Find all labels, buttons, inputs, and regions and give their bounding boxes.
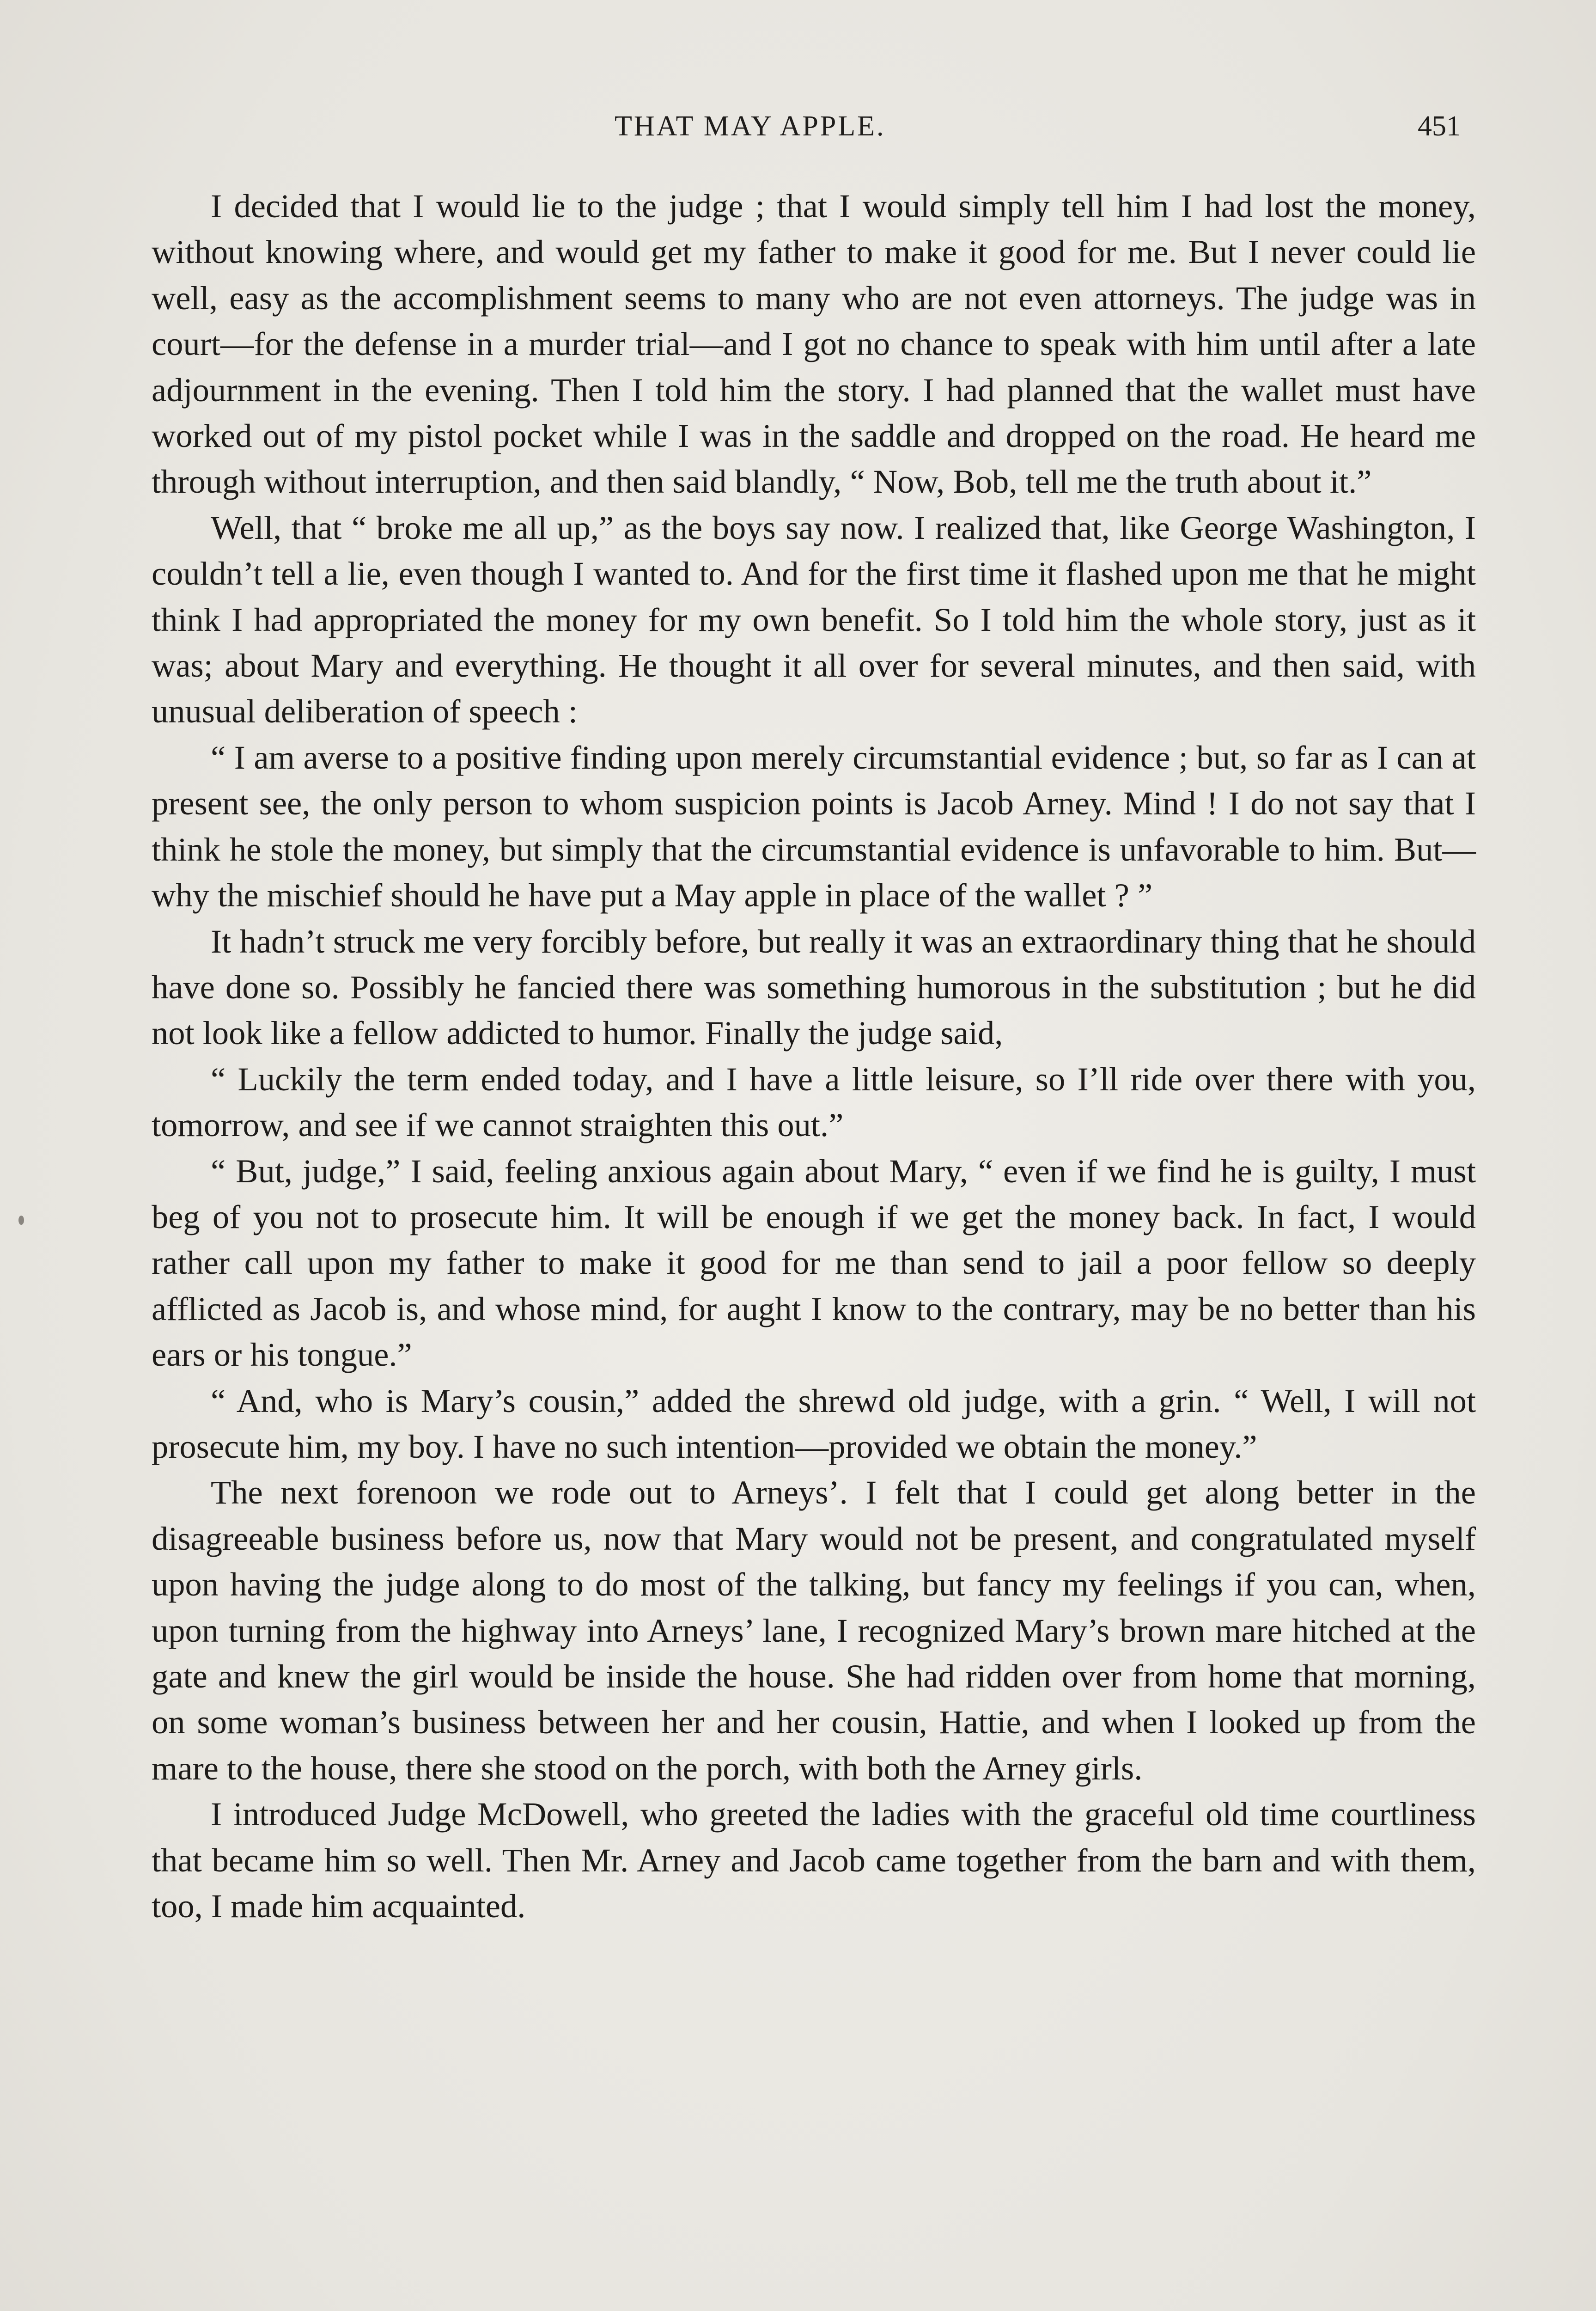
paragraph: “ But, judge,” I said, feeling anxious again about Mary, “ even if we find he is guilty, I must beg of you not to prosecute him. It will be enough if we get the money back. In fact, I would rather call upon my father to make it good for me than send to jail a poor fellow so deeply afflicted as Jacob is, and whose mind, for aught I know to the contrary, may be no better than his ears or his tongue.” [152, 1152, 1476, 1374]
print-speck [18, 1216, 24, 1225]
paragraph: Well, that “ broke me all up,” as the boys say now. I realized that, like George Washington, I couldn’t tell a lie, even though I wanted to. And for the first time it flashed upon me that he might think I had appropriated the money for my own benefit. So I told him the whole story, just as it was; about Mary and everything. He thought it all over for several minutes, and then said, with unusual deliberation of speech : [152, 508, 1476, 730]
paragraph: “ I am averse to a positive finding upon merely circumstantial evidence ; but, so far as I can at present see, the only person to whom suspicion points is Jacob Arney. Mind ! I do not say that I think he stole the money, but simply that the circumstantial evidence is unfavorable to him. But—why the mischief should he have put a May apple in place of the wallet ? ” [152, 738, 1476, 914]
paragraph: I decided that I would lie to the judge ; that I would simply tell him I had lost the money, without knowing where, and would get my father to make it good for me. But I never could lie well, easy as the accomplishment seems to many who are not even attorneys. The judge was in court—for the defense in a murder trial—and I got no chance to speak with him until after a late adjournment in the evening. Then I told him the story. I had planned that the wallet must have worked out of my pistol pocket while I was in the saddle and dropped on the road. He heard me through without interruption, and then said blandly, “ Now, Bob, tell me the truth about it.” [152, 187, 1476, 501]
page-number: 451 [1418, 110, 1461, 142]
body-text [152, 183, 1476, 1929]
paragraph: The next forenoon we rode out to Arneys’. I felt that I could get along better in the disagreeable business before us, now that Mary would not be present, and congratulated myself upon having the judge along to do most of the talking, but fancy my feelings if you can, when, upon turning from the highway into Arneys’ lane, I recognized Mary’s brown mare hitched at the gate and knew the girl would be inside the house. She had ridden over from home that morning, on some woman’s business between her and her cousin, Hattie, and when I looked up from the mare to the house, there she stood on the porch, with both the Arney girls. [152, 1473, 1476, 1787]
running-head-title: THAT MAY APPLE. [615, 110, 886, 142]
paragraph: “ And, who is Mary’s cousin,” added the shrewd old judge, with a grin. “ Well, I will not prosecute him, my boy. I have no such intention—provided we obtain the money.” [152, 1382, 1476, 1465]
paragraph: I introduced Judge McDowell, who greeted the ladies with the graceful old time courtliness that became him so well. Then Mr. Arney and Jacob came together from the barn and with them, too, I made him acquainted. [152, 1795, 1476, 1925]
paragraph: “ Luckily the term ended today, and I have a little leisure, so I’ll ride over there with you, tomorrow, and see if we cannot straighten this out.” [152, 1060, 1476, 1144]
paragraph: It hadn’t struck me very forcibly before, but really it was an extraordinary thing that he should have done so. Possibly he fancied there was something humorous in the substitution ; but he did not look like a fellow addicted to humor. Finally the judge said, [152, 922, 1476, 1052]
